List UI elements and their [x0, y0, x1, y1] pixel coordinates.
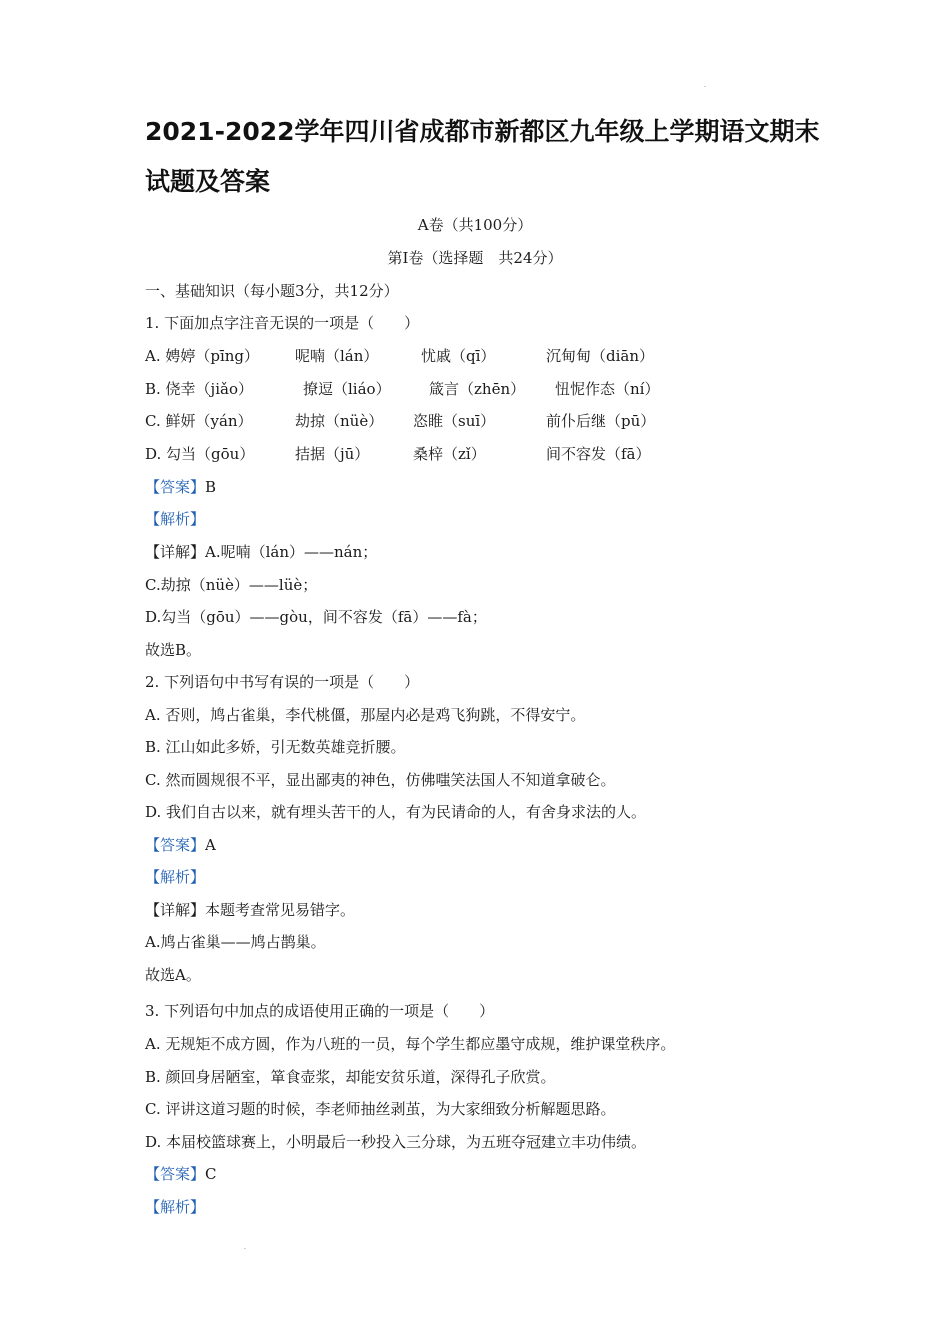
q1-a-item3: 忧戚（qī） [421, 347, 496, 365]
q1-answer [145, 476, 216, 498]
q1-option-c [145, 410, 845, 432]
q1-d-item4: 间不容发（fā） [546, 445, 651, 463]
part1-heading: 一、基础知识（每小题3分，共12分） [145, 282, 399, 300]
q2-option-d: D. 我们自古以来，就有埋头苦干的人，有为民请命的人，有舍身求法的人。 [145, 803, 647, 821]
q1-c-item1: C. 鲜妍（yán） [145, 412, 253, 430]
q2-answer-value: A [205, 836, 216, 854]
q3-answer-value: C [205, 1165, 217, 1183]
q2-detail-line-a: A.鸠占雀巢——鸠占鹊巢。 [145, 933, 326, 951]
q1-conclusion: 故选B。 [145, 641, 202, 659]
q1-detail-text: A.呢喃（lán）——nán； [205, 543, 378, 561]
q1-option-b [145, 378, 845, 400]
q2-analysis-tag: 【解析】 [145, 868, 206, 886]
q2-detail-text: 本题考查常见易错字。 [205, 901, 356, 919]
q1-c-item3: 恣睢（suī） [413, 412, 496, 430]
document-title-line2: 试题及答案 [145, 167, 271, 196]
q1-stem: 1. 下面加点字注音无误的一项是（ ） [145, 314, 420, 332]
q2-detail-tag: 【详解】 [145, 901, 206, 919]
q1-answer-tag: 【答案】 [145, 478, 206, 496]
q1-analysis-tag: 【解析】 [145, 510, 206, 528]
q2-option-c: C. 然而圆规很不平，显出鄙夷的神色，仿佛嗤笑法国人不知道拿破仑。 [145, 771, 616, 789]
q1-b-item1: B. 侥幸（jiǎo） [145, 380, 253, 398]
q1-a-item1: A. 娉婷（pīng） [145, 347, 260, 365]
q2-conclusion: 故选A。 [145, 966, 201, 984]
q1-option-a [145, 345, 845, 367]
q2-detail [145, 899, 355, 921]
q3-stem: 3. 下列语句中加点的成语使用正确的一项是（ ） [145, 1002, 495, 1020]
q1-d-item2: 拮据（jū） [295, 445, 370, 463]
q1-b-item4: 忸怩作态（ní） [555, 380, 660, 398]
q1-detail-line-d: D.勾当（gōu）——gòu，间不容发（fā）——fà； [145, 608, 487, 626]
q3-answer [145, 1163, 217, 1185]
q1-detail-line-c: C.劫掠（nüè）——lüè； [145, 576, 318, 594]
q1-b-item3: 箴言（zhēn） [429, 380, 526, 398]
q1-answer-value: B [205, 478, 217, 496]
q1-a-item2: 呢喃（lán） [295, 347, 379, 365]
q3-answer-tag: 【答案】 [145, 1165, 206, 1183]
q1-a-item4: 沉甸甸（diān） [546, 347, 655, 365]
q3-option-c: C. 评讲这道习题的时候，李老师抽丝剥茧，为大家细致分析解题思路。 [145, 1100, 616, 1118]
q1-c-item4: 前仆后继（pū） [546, 412, 656, 430]
section-i-heading: 第Ⅰ卷（选择题 共24分） [387, 249, 563, 267]
q2-option-b: B. 江山如此多娇，引无数英雄竞折腰。 [145, 738, 406, 756]
q2-stem: 2. 下列语句中书写有误的一项是（ ） [145, 673, 420, 691]
q2-answer [145, 834, 216, 856]
document-title-line1: 2021-2022学年四川省成都市新都区九年级上学期语文期末 [145, 117, 820, 146]
q2-option-a: A. 否则，鸠占雀巢，李代桃僵，那屋内必是鸡飞狗跳，不得安宁。 [145, 706, 586, 724]
q1-d-item3: 桑梓（zǐ） [413, 445, 486, 463]
scan-speck: · [704, 84, 706, 91]
q1-detail [145, 541, 377, 563]
q1-b-item2: 撩逗（liáo） [303, 380, 391, 398]
q3-option-a: A. 无规矩不成方圆，作为八班的一员，每个学生都应墨守成规，维护课堂秩序。 [145, 1035, 676, 1053]
q3-option-b: B. 颜回身居陋室，箪食壶浆，却能安贫乐道，深得孔子欣赏。 [145, 1068, 556, 1086]
q1-d-item1: D. 勾当（gōu） [145, 445, 255, 463]
q2-answer-tag: 【答案】 [145, 836, 206, 854]
scan-speck: · [244, 1246, 246, 1253]
q1-c-item2: 劫掠（nüè） [295, 412, 384, 430]
q3-option-d: D. 本届校篮球赛上，小明最后一秒投入三分球，为五班夺冠建立丰功伟绩。 [145, 1133, 647, 1151]
section-a-heading: A卷（共100分） [417, 216, 533, 234]
q1-option-d [145, 443, 845, 465]
q1-detail-tag: 【详解】 [145, 543, 206, 561]
q3-analysis-tag: 【解析】 [145, 1198, 206, 1216]
